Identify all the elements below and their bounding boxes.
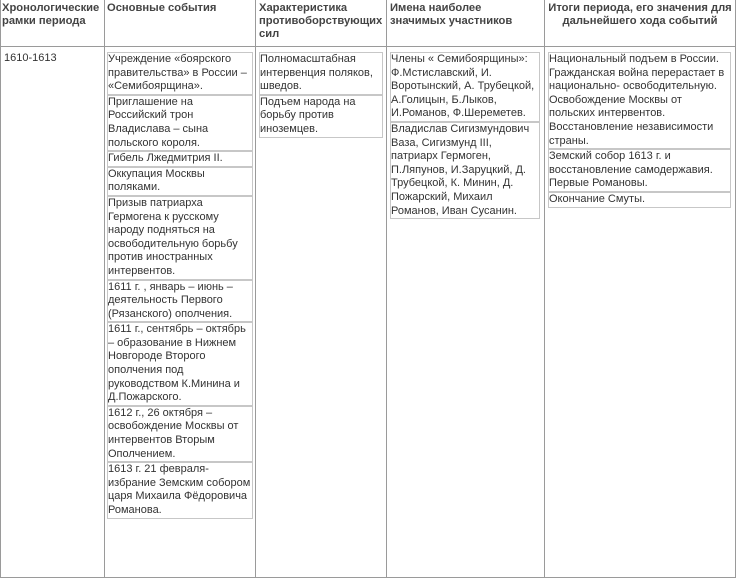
- header-divider: [0, 46, 736, 47]
- event-item: 1611 г. , январь – июнь – деятельность Первого (Рязанского) ополчения.: [107, 280, 253, 323]
- table-border-bottom: [0, 577, 736, 578]
- event-item: 1611 г., сентябрь – октябрь – образование в Нижнем Новгороде Второго ополчения под руководством К.Минина и Д.Пожарского.: [107, 322, 253, 406]
- period-cell: [4, 52, 100, 66]
- results-item: Окончание Смуты.: [548, 192, 731, 208]
- column-divider: [544, 0, 545, 578]
- participants-item: Владислав Сигизмундович Ваза, Сигизмунд III, патриарх Гермоген, П.Ляпунов, И.Заруцкий, Д. Трубецкой, К. Минин, Д. Пожарский, Михаил Романов, Иван Сусанин.: [390, 122, 540, 219]
- results-cell: [548, 52, 731, 208]
- table-border-left: [0, 0, 1, 578]
- table-border-right: [735, 0, 736, 578]
- event-item: Оккупация Москвы поляками.: [107, 167, 253, 196]
- event-item: 1612 г., 26 октября – освобождение Москвы от интервентов Вторым Ополчением.: [107, 406, 253, 462]
- column-divider: [104, 0, 105, 578]
- results-item: Земский собор 1613 г. и восстановление самодержавия. Первые Романовы.: [548, 149, 731, 192]
- results-item: Национальный подъем в России. Гражданская война перерастает в национально- освободительную. Освобождение Москвы от польских интервентов. Восстановление независимости страны.: [548, 52, 731, 149]
- event-item: Учреждение «боярского правительства» в России – «Семибоярщина».: [107, 52, 253, 95]
- event-item: 1613 г. 21 февраля- избрание Земским собором царя Михаила Фёдоровича Романова.: [107, 462, 253, 518]
- period-value: 1610-1613: [4, 52, 57, 64]
- header-period: Хронологические рамки периода: [2, 2, 100, 27]
- column-divider: [386, 0, 387, 578]
- header-results: Итоги периода, его значения для дальнейшего хода событий: [548, 2, 732, 27]
- header-participants: Имена наиболее значимых участников: [390, 2, 513, 27]
- column-divider: [255, 0, 256, 578]
- forces-item: Подъем народа на борьбу против иноземцев.: [259, 95, 383, 138]
- event-item: Призыв патриарха Гермогена к русскому народу подняться на освободительную борьбу против иностранных интервентов.: [107, 196, 253, 280]
- forces-cell: [259, 52, 383, 138]
- participants-cell: [390, 52, 540, 219]
- event-item: Приглашение на Российский трон Владислава – сына польского короля.: [107, 95, 253, 151]
- participants-item: Члены « Семибоярщины»: Ф.Мстиславский, И. Воротынский, А. Трубецкой, А.Голицын, Б.Лыков, И.Романов, Ф.Шереметев.: [390, 52, 540, 122]
- events-cell: [107, 52, 253, 519]
- event-item: Гибель Лжедмитрия II.: [107, 151, 253, 167]
- header-forces: Характеристика противоборствующих сил: [259, 2, 383, 40]
- forces-item: Полномасштабная интервенция поляков, шведов.: [259, 52, 383, 95]
- header-events: Основные события: [107, 2, 217, 14]
